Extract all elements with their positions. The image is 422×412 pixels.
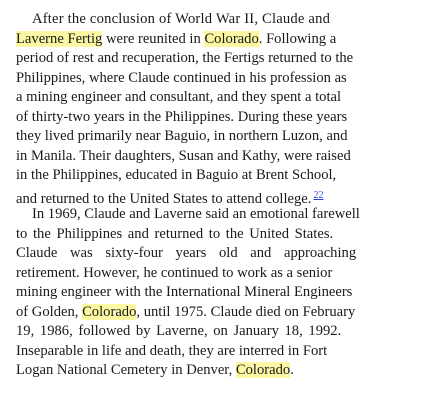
p2-text-7: 19, 1986, followed by Laverne, on January 18, 1992. xyxy=(16,323,342,339)
p1-line-9 xyxy=(16,166,406,186)
p2-text-8: Inseparable in life and death, they are interred in Fort xyxy=(16,342,328,359)
p2-text-9c: . xyxy=(290,362,294,378)
p1-line-10 xyxy=(16,186,406,206)
p1-text-2b: were reunited in xyxy=(102,30,205,47)
highlight-colorado-1: Colorado xyxy=(204,30,259,47)
p1-line-2 xyxy=(16,30,406,50)
p1-text-4: Philippines, where Claude continued in his profession as xyxy=(16,69,347,86)
p1-text-7: they lived primarily near Baguio, in northern Luzon, and xyxy=(16,128,348,144)
p1-line-5 xyxy=(16,88,406,108)
p1-text-6: of thirty-two years in the Philippines. During these years xyxy=(16,108,348,125)
p2-text-6c: , until 1975. Claude died on February xyxy=(136,303,356,320)
p1-text-5: a mining engineer and consultant, and they spent a total xyxy=(16,89,342,105)
p1-line-4 xyxy=(16,69,406,89)
p2-text-6a: of Golden, xyxy=(16,303,83,320)
p1-line-1 xyxy=(16,10,406,30)
p1-line-8 xyxy=(16,147,406,167)
p1-line-7 xyxy=(16,127,406,147)
p1-line-6 xyxy=(16,108,406,128)
p2-line-6 xyxy=(16,303,406,323)
p2-line-2 xyxy=(16,225,406,245)
p1-text-2d: . Following a xyxy=(258,30,337,47)
p2-text-5: mining engineer with the International Mineral Engineers xyxy=(16,284,353,300)
p2-text-9a: Logan National Cemetery in Denver, xyxy=(16,362,236,378)
p2-line-4 xyxy=(16,264,406,284)
p2-line-1 xyxy=(16,205,406,225)
p2-text-2: to the Philippines and returned to the United States. xyxy=(16,225,334,242)
document-text xyxy=(16,10,406,381)
highlight-colorado-3: Colorado xyxy=(235,362,291,378)
p2-line-9 xyxy=(16,361,406,381)
p1-text-3: period of rest and recuperation, the Fertigs returned to the xyxy=(16,50,354,66)
p2-line-5 xyxy=(16,283,406,303)
p2-text-4: retirement. However, he continued to work as a senior xyxy=(16,264,333,281)
p2-line-7 xyxy=(16,322,406,342)
p2-line-3 xyxy=(16,244,406,264)
p1-text-1: After the conclusion of World War II, Claude and xyxy=(32,11,331,27)
footnote-link-22[interactable]: 22 xyxy=(313,189,324,201)
p1-text-9: in the Philippines, educated in Baguio at Brent School, xyxy=(16,167,337,183)
p1-text-10: and returned to the United States to attend college. xyxy=(16,190,312,207)
p2-text-3: Claude was sixty-four years old and approaching xyxy=(16,245,357,261)
p1-text-8: in Manila. Their daughters, Susan and Kathy, were raised xyxy=(16,147,351,164)
highlight-colorado-2: Colorado xyxy=(82,303,137,320)
p2-text-1: In 1969, Claude and Laverne said an emotional farewell xyxy=(32,206,360,222)
highlight-laverne-fertig: Laverne Fertig xyxy=(16,30,103,47)
p1-line-3 xyxy=(16,49,406,69)
p2-line-8 xyxy=(16,342,406,362)
